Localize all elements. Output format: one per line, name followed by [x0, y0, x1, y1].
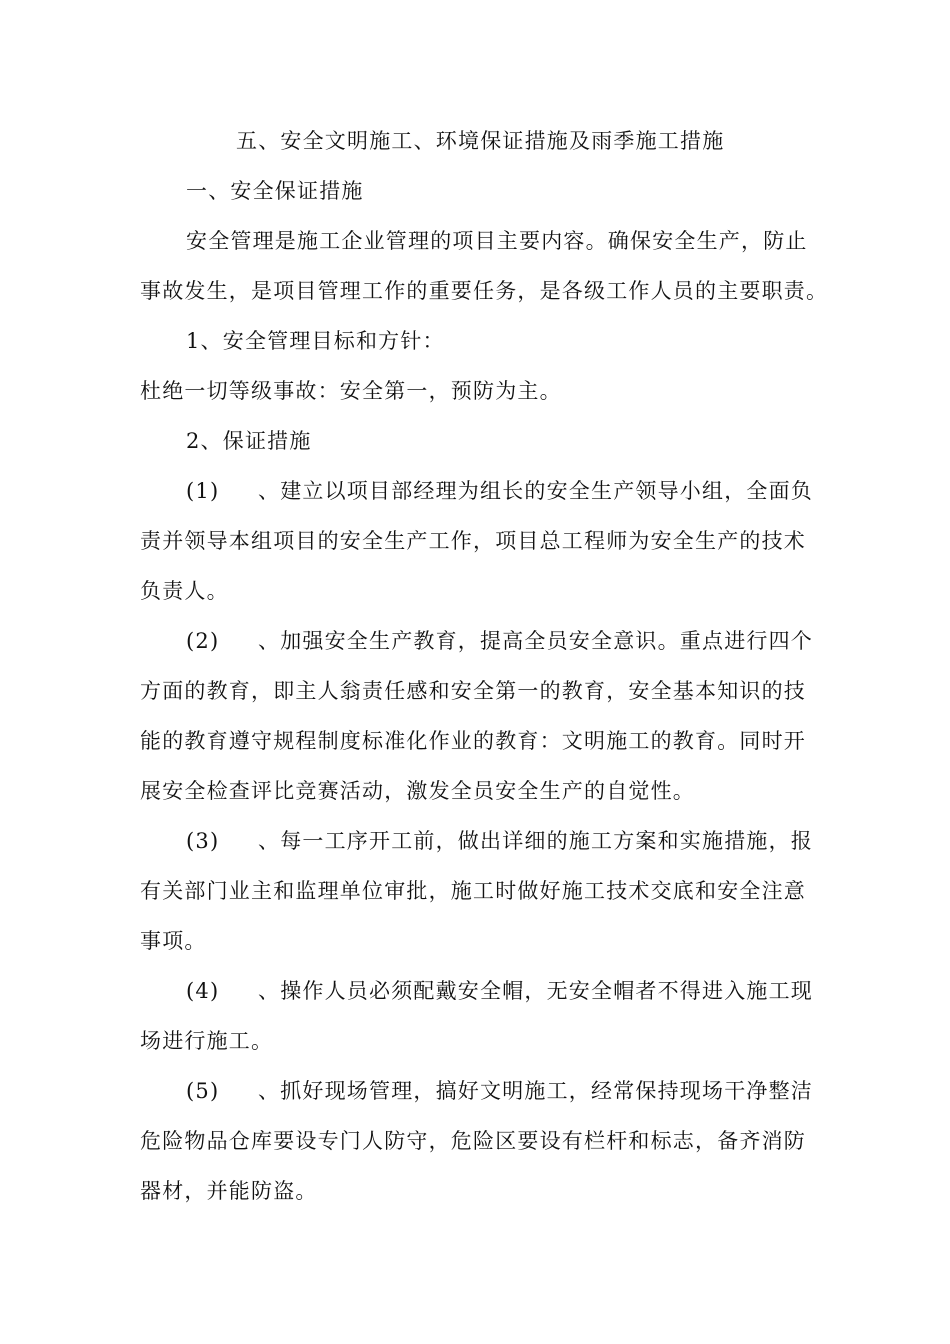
- item-number: (4): [186, 979, 220, 1003]
- item-number: (3): [186, 829, 220, 853]
- subheading: 1、安全管理目标和方针：: [186, 329, 445, 353]
- paragraph-line: 器材，并能防盗。: [140, 1179, 318, 1203]
- paragraph-line: 杜绝一切等级事故：安全第一，预防为主。: [140, 379, 562, 403]
- paragraph-line: 场进行施工。: [140, 1029, 274, 1053]
- paragraph-line: 方面的教育，即主人翁责任感和安全第一的教育，安全基本知识的技: [140, 679, 806, 703]
- item-number: (5): [186, 1079, 220, 1103]
- paragraph-line: 责并领导本组项目的安全生产工作，项目总工程师为安全生产的技术: [140, 529, 806, 553]
- item-number: (1): [186, 479, 220, 503]
- paragraph-line: 事故发生，是项目管理工作的重要任务，是各级工作人员的主要职责。: [140, 279, 829, 303]
- subheading: 2、保证措施: [186, 429, 312, 453]
- paragraph-line: 安全管理是施工企业管理的项目主要内容。确保安全生产，防止: [186, 229, 808, 253]
- paragraph-line: 展安全检查评比竞赛活动，激发全员安全生产的自觉性。: [140, 779, 695, 803]
- item-text: 、每一工序开工前，做出详细的施工方案和实施措施，报: [258, 829, 813, 853]
- item-text: 、建立以项目部经理为组长的安全生产领导小组，全面负: [258, 479, 813, 503]
- item-text: 、加强安全生产教育，提高全员安全意识。重点进行四个: [258, 629, 813, 653]
- section-heading: 一、安全保证措施: [186, 179, 364, 203]
- paragraph-line: 事项。: [140, 929, 207, 953]
- page-title: 五、安全文明施工、环境保证措施及雨季施工措施: [236, 129, 725, 153]
- paragraph-line: 危险物品仓库要设专门人防守，危险区要设有栏杆和标志，备齐消防: [140, 1129, 806, 1153]
- item-text: 、抓好现场管理，搞好文明施工，经常保持现场干净整洁: [258, 1079, 813, 1103]
- paragraph-line: 能的教育遵守规程制度标准化作业的教育：文明施工的教育。同时开: [140, 729, 806, 753]
- paragraph-line: 负责人。: [140, 579, 229, 603]
- item-text: 、操作人员必须配戴安全帽，无安全帽者不得进入施工现: [258, 979, 813, 1003]
- paragraph-line: 有关部门业主和监理单位审批，施工时做好施工技术交底和安全注意: [140, 879, 806, 903]
- item-number: (2): [186, 629, 220, 653]
